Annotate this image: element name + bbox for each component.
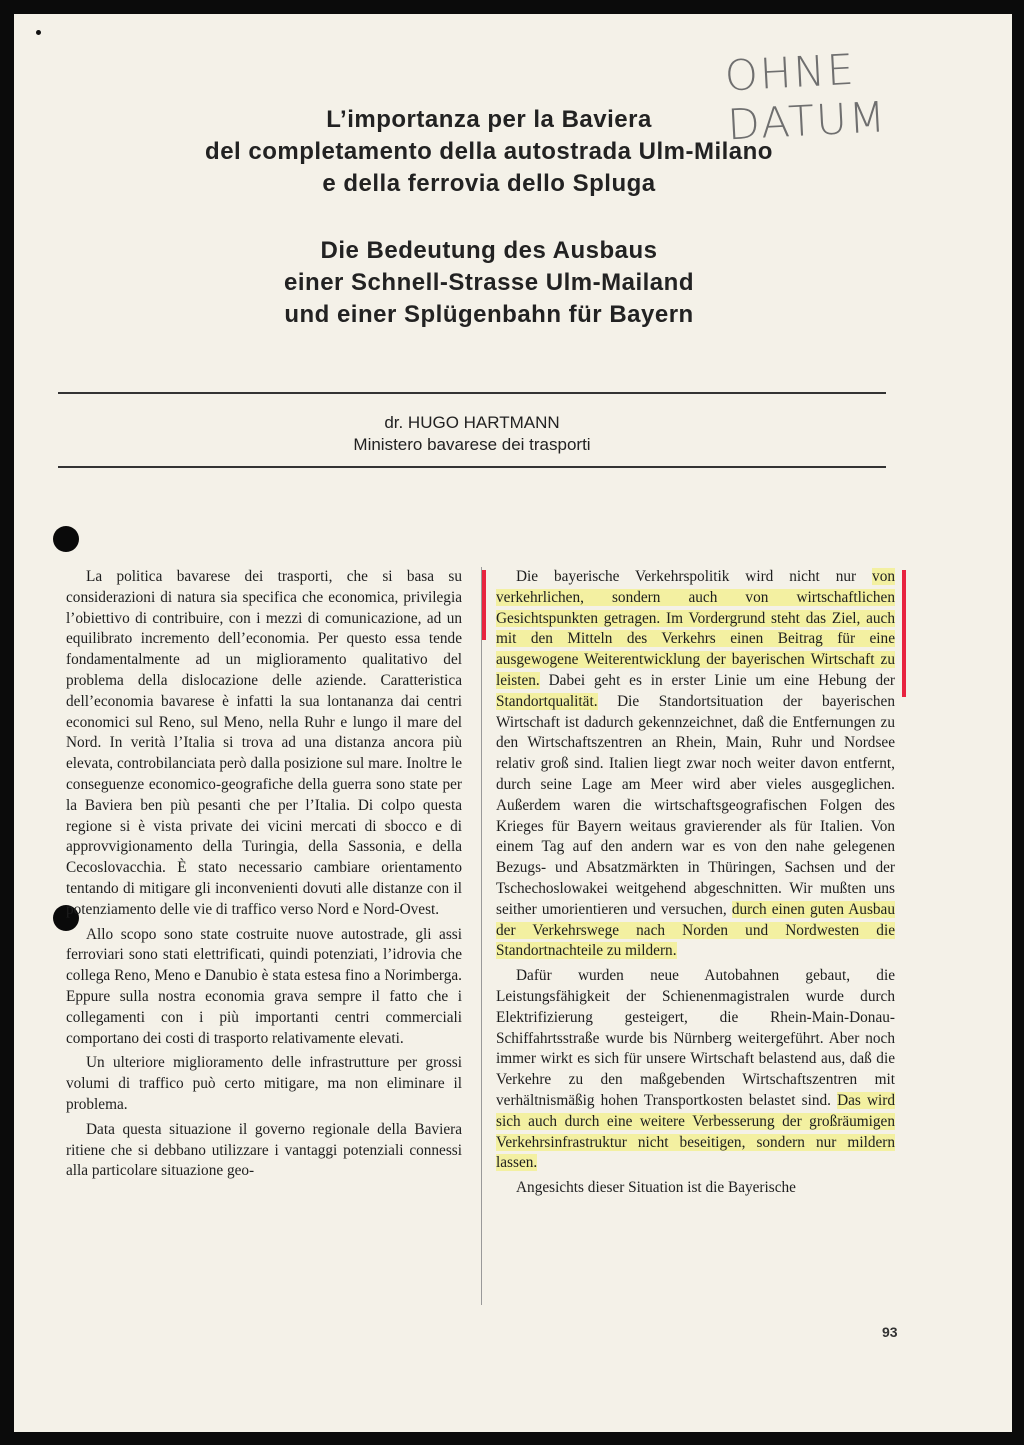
german-text: Die Standortsituation der bayerischen Wirtschaft ist dadurch gekennzeichnet, daß die Entfernungen zu den Wirtschaftszentren an Rhein, Main, Ruhr und Nordsee relativ groß sind. Italien liegt zwar noch weiter davon entfernt, durch seine Lage am Meer wird aber vieles ausgeglichen. Außerdem waren die wirtschaftsgeografischen Folgen des Krieges für Bayern weitaus gravierender als für Italien. Von einem Tag auf den andern war es von den nahe gelegenen Bezugs- und Absatzmärkten in Thüringen, Sachsen und der Tschechoslowakei weitgehend abgeschnitten. Wir mußten uns seither umorientieren und versuchen, [496,692,895,918]
title-italian-line-3: e della ferrovia dello Spluga [322,170,656,197]
page-number: 93 [882,1324,898,1340]
highlighted-text: Standortqualität. [496,692,598,710]
german-paragraph-1 [496,567,895,962]
highlighted-text: von verkehrlichen, sondern auch von wirtschaftlichen Gesichtspunkten getragen. Im Vordergrund steht das Ziel, auch mit den Mitteln des Verkehrs einen Beitrag für eine ausgewogene Weiterentwicklung der bayerischen Wirtschaft zu leisten. [496,568,895,689]
title-german-line-2: einer Schnell-Strasse Ulm-Mailand [284,269,694,296]
column-german [496,567,895,1203]
author-name: dr. HUGO HARTMANN [384,413,560,432]
document-page [14,14,1012,1432]
title-italian-line-1: L’importanza per la Baviera [326,106,652,133]
italian-paragraph-3: Un ulteriore miglioramento delle infrastrutture per grossi volumi di traffico può certo mitigare, ma non eliminare il problema. [66,1054,462,1113]
title-german-line-3: und einer Splügenbahn für Bayern [284,301,694,328]
handwritten-annotation: OHNE DATUM [723,44,889,150]
title-italian-line-2: del completamento della autostrada Ulm-Milano [205,138,773,165]
german-paragraph-2 [496,966,895,1174]
highlighted-text: Das wird sich auch durch eine weitere Verbesserung der großräumigen Verkehrsinfrastruktur nicht beseitigen, sondern nur mildern lassen. [496,1091,896,1172]
italian-paragraph-1: La politica bavarese dei trasporti, che si basa su considerazioni di natura sia specifica che economica, privilegia l’obiettivo di contribuire, con i mezzi di comunicazione, ad un equilibrato incremento dell’economia. Per questo essa tende fondamentalmente ad un miglioramento qualitativo del problema della dislocazione delle aziende. Caratteristica dell’economia bavarese è infatti la sua lontananza dai centri economici sul Reno, sul Meno, nella Ruhr e lungo il mare del Nord. In verità l’Italia si trova ad una distanza ancora più elevata, controbilanciata però dalla posizione sul mare. Inoltre le conseguenze economico-geografiche della guerra sono state per la Baviera ben più pesanti che per l’Italia. Di colpo questa regione si è vista private dei vicini mercati di sbocco e di approvvigionamento della Turingia, della Sassonia, e della Cecoslovacchia. È stato necessario cambiare orientamento tentando di mitigare gli inconvenienti dovuti alle distanze con il potenziamento delle vie di traffico verso Nord e Nord-Ovest. [66,568,462,918]
german-text: Dafür wurden neue Autobahnen gebaut, die Leistungsfähigkeit der Schienenmagistralen wurde durch Elektrifizierung gesteigert, die Rhein-Main-Donau-Schiffahrtsstraße wurde bis Nürnberg weitergeführt. Aber noch immer wirkt es sich für unsere Wirtschaft belastend aus, daß die Verkehre zu den maßgebenden Wirtschaftszentren mit verhältnismäßig hohen Transportkosten belastet sind. [496,967,895,1109]
german-paragraph-3: Angesichts dieser Situation ist die Bayerische [516,1179,796,1197]
red-margin-mark-right [902,570,906,697]
column-italian [66,567,462,1186]
red-margin-mark-left [482,570,486,640]
german-text: Dabei geht es in erster Linie um eine Hebung der [539,671,895,689]
punch-hole-top [53,526,79,552]
column-divider [481,567,482,1305]
highlighted-text: durch einen guten Ausbau der Verkehrswege nach Norden und Nordwesten die Standortnachteile zu mildern. [496,900,895,960]
rule-top [58,392,886,394]
author-block [58,412,886,456]
title-italian [74,104,904,200]
author-affiliation: Ministero bavarese dei trasporti [353,435,591,454]
italian-paragraph-4: Data questa situazione il governo regionale della Baviera ritiene che si debbano utilizzare i vantaggi potenziali connessi alla particolare situazione geo- [66,1120,462,1180]
rule-bottom [58,466,886,468]
italian-paragraph-2: Allo scopo sono state costruite nuove autostrade, gli assi ferroviari sono stati elettrificati, quindi potenziati, l’idrovia che collega Reno, Meno e Danubio è stata estesa fino a Norimberga. Eppure sulla nostra economia grava sempre il fatto che i collegamenti con i più importanti centri commerciali comportano dei costi di trasporto relativamente elevati. [66,925,462,1047]
title-german [74,235,904,331]
title-german-line-1: Die Bedeutung des Ausbaus [320,237,658,264]
german-text: Die bayerische Verkehrspolitik wird nicht nur [516,568,873,585]
ink-dot [36,30,41,35]
